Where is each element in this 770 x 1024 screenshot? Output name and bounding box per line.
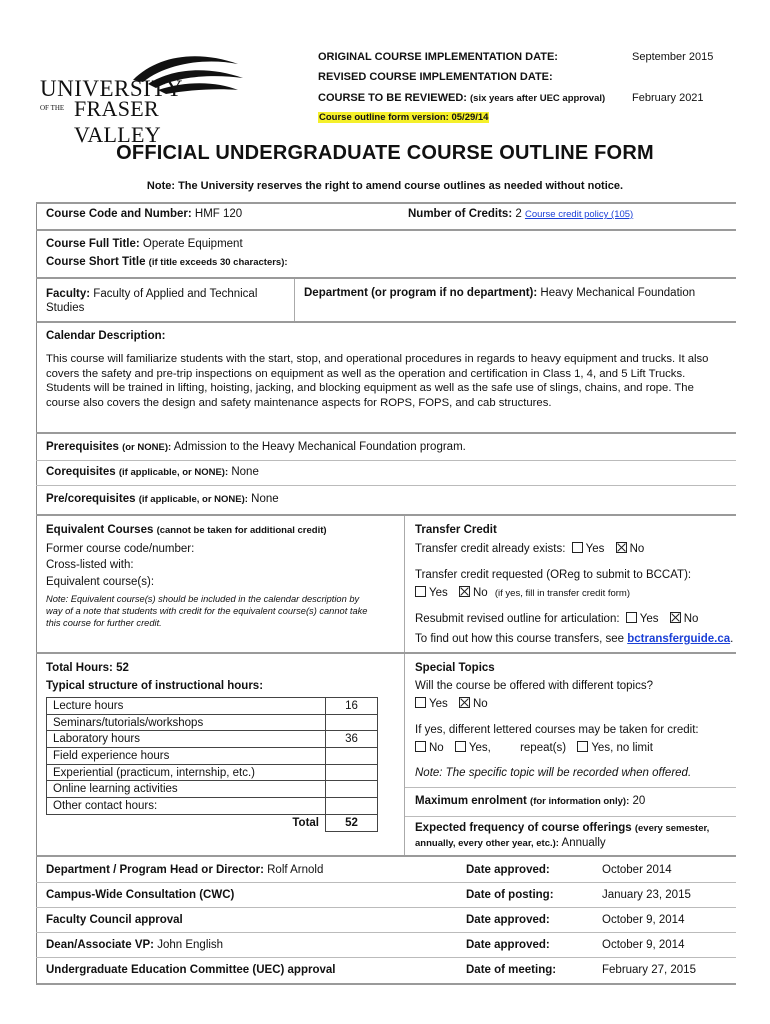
prereq-note: (or NONE): [122,442,172,453]
total-hours-field [46,662,129,674]
approval-value[interactable]: John English [157,939,224,951]
approval-row [36,883,736,908]
table-row [47,781,378,798]
review-date-note: (six years after UEC approval) [470,93,606,104]
full-title-field [46,238,243,250]
table-row [47,698,378,715]
rule [36,229,736,231]
original-date-value: September 2015 [632,51,714,63]
hours-name: Experiential (practicum, internship, etc.) [47,764,326,781]
hours-value[interactable]: 16 [326,698,378,715]
logo-line-university: UNIVERSITY [40,76,183,101]
rule [36,855,736,857]
precoreq-label: Pre/corequisites [46,493,136,505]
precoreq-note: (if applicable, or NONE): [138,494,248,505]
transfer-exists-label: Transfer credit already exists: [415,543,566,555]
approval-row [36,933,736,958]
precoreq-value[interactable]: None [251,493,279,505]
approval-date[interactable]: October 2014 [602,864,672,876]
approval-date[interactable]: January 23, 2015 [602,889,691,901]
period: . [730,633,734,645]
revised-date-label: REVISED COURSE IMPLEMENTATION DATE: [318,71,553,83]
calendar-line: This course will familiarize students with the start, stop, and operational procedures in regards to heavy equipment and trucks. It also [46,353,709,365]
transfer-exists-row [415,542,644,555]
hours-value[interactable]: 36 [326,731,378,748]
approval-label: Dean/Associate VP: [46,939,155,951]
review-date-line [318,92,605,104]
department-field [304,287,695,299]
approval-label-cell [46,914,183,926]
no-label: No [629,543,645,555]
rule [36,432,736,434]
frequency-field [415,821,709,851]
equivalent-note-line: Note: Equivalent course(s) should be included in the calendar description by [46,594,360,604]
full-title-label: Course Full Title: [46,238,140,250]
approval-date[interactable]: October 9, 2014 [602,939,685,951]
rule [36,983,736,985]
no-label: No [683,613,699,625]
rule [36,277,736,279]
equivalent-note-line: way of a note that students with credit for the equivalent course(s) cannot take [46,606,368,616]
no-label: No [429,742,444,754]
lettered-no-checkbox[interactable] [415,741,426,752]
amend-note: Note: The University reserves the right to amend course outlines as needed without notice. [146,180,624,192]
table-row [47,798,378,815]
rule [36,652,736,654]
short-title-field [46,256,288,268]
hours-value[interactable] [326,781,378,798]
rule [36,202,736,204]
approval-label-cell [46,964,335,976]
frequency-label: Expected frequency of course offerings [415,822,632,834]
equivalent-note-line: this course for further credit. [46,618,162,628]
approval-date[interactable]: February 27, 2015 [602,964,696,976]
divider [404,654,405,855]
approval-row [36,858,736,883]
credits-label: Number of Credits: [408,208,513,220]
repeats-label: repeat(s) [520,742,567,754]
approval-date-label: Date approved: [466,939,550,951]
approval-date-label: Date of posting: [466,889,554,901]
table-row [47,714,378,731]
faculty-value-2[interactable]: Studies [46,302,85,314]
equivalent-courses-field[interactable]: Equivalent course(s): [46,576,155,588]
lettered-courses-label: If yes, different lettered courses may be taken for credit: [415,724,699,736]
credit-policy-link[interactable]: Course credit policy (105) [524,209,634,220]
table-row [47,764,378,781]
equivalent-italic-note [46,593,367,629]
max-enrolment-field [415,795,645,807]
faculty-field [46,287,257,315]
full-title-value[interactable]: Operate Equipment [142,238,243,250]
approval-label: Campus-Wide Consultation (CWC) [46,889,235,901]
rule [36,514,736,516]
special-topics-question: Will the course be offered with different topics? [415,680,654,692]
transfer-requested-label: Transfer credit requested (OReg to submit to BCCAT): [415,569,692,581]
special-topics-row [412,697,488,710]
equivalent-note: (cannot be taken for additional credit) [156,525,327,536]
total-label: Total [47,814,326,831]
rule [405,787,736,788]
equivalent-label: Equivalent Courses [46,524,154,536]
approval-label: Faculty Council approval [46,914,183,926]
hours-value[interactable] [326,764,378,781]
calendar-line: course also covers the design and safety maintenance aspects for ROPS, FOPS, and cab structures. [46,396,552,409]
outline-version [318,111,489,123]
no-label: No [472,698,488,710]
corequisites-field [46,466,259,478]
faculty-value-1[interactable]: Faculty of Applied and Technical [93,288,258,300]
divider [294,279,295,321]
hours-value[interactable] [326,748,378,765]
total-hours-value[interactable]: 52 [116,662,129,674]
yes-no-limit-checkbox[interactable] [577,741,588,752]
divider [404,516,405,652]
university-logo [38,50,248,147]
calendar-line: covers the safety and pre-trip inspections on equipment as well as the operation and certification in Class 1, 4, and 5 Lift Trucks. [46,367,686,380]
approval-label: Department / Program Head or Director: [46,864,264,876]
approval-label-cell [46,889,234,901]
original-date-label: ORIGINAL COURSE IMPLEMENTATION DATE: [318,51,558,63]
typical-structure-label: Typical structure of instructional hours: [46,680,264,692]
approval-date-label: Date of meeting: [466,964,557,976]
department-label: Department (or program if no department): [304,287,538,299]
transfer-requested-no-checkbox[interactable] [459,586,470,597]
credits-value[interactable]: 2 [515,208,522,220]
hours-name: Lecture hours [47,698,326,715]
frequency-note-2: annually, every other year, etc.): [415,838,559,849]
bctransferguide-link[interactable]: bctransferguide.ca [627,633,731,645]
review-date-value: February 2021 [632,92,704,104]
transfer-guide-row [415,633,733,645]
faculty-label: Faculty: [46,288,91,300]
max-enrolment-note: (for information only): [530,796,630,807]
hours-value[interactable] [326,714,378,731]
yes-label: Yes [639,613,659,625]
prereq-value[interactable]: Admission to the Heavy Mechanical Foundation program. [173,441,466,453]
resubmit-label: Resubmit revised outline for articulation: [415,613,620,625]
total-hours-label: Total Hours: [46,662,113,674]
transfer-exists-yes-checkbox[interactable] [572,542,583,553]
former-code-field[interactable]: Former course code/number: [46,543,195,555]
approval-date-label: Date approved: [466,864,550,876]
rule [36,485,736,486]
hours-name: Laboratory hours [47,731,326,748]
no-label: No [472,587,488,599]
hours-name: Seminars/tutorials/workshops [47,714,326,731]
equivalent-header [46,524,327,536]
special-topics-label: Special Topics [415,662,495,674]
total-value[interactable]: 52 [326,814,378,831]
total-row [47,814,378,831]
resubmit-yes-checkbox[interactable] [626,612,637,623]
hours-table [46,697,378,832]
prerequisites-field [46,441,466,453]
lettered-yes-checkbox[interactable] [455,741,466,752]
special-topics-yes-checkbox[interactable] [415,697,426,708]
logo-of-the: OF THE [40,104,65,112]
calendar-description[interactable] [46,352,708,410]
outline-version-text: Course outline form version: 05/29/14 [319,112,489,123]
table-row [47,748,378,765]
resubmit-row [415,612,698,625]
calendar-line: Students will be trained in lifting, hoisting, jacking, and blocking equipment as well as the safe use of slings, chains, and rope. The [46,382,694,395]
coreq-label: Corequisites [46,466,116,478]
transfer-requested-note: (if yes, fill in transfer credit form) [494,588,631,599]
course-code-value[interactable]: HMF 120 [194,208,243,220]
rule [36,460,736,461]
hours-name: Online learning activities [47,781,326,798]
coreq-value[interactable]: None [231,466,259,478]
approval-date[interactable]: October 9, 2014 [602,914,685,926]
approval-row [36,958,736,983]
approval-label-cell [46,864,323,876]
yes-label: Yes [429,698,448,710]
yes-label: Yes [429,587,448,599]
frequency-value[interactable]: Annually [561,837,606,849]
transfer-requested-row [412,586,630,599]
yes-label: Yes [585,543,605,555]
approval-label-cell [46,939,223,951]
hours-value[interactable] [326,798,378,815]
course-code-field [46,208,242,220]
resubmit-no-checkbox[interactable] [670,612,681,623]
transfer-requested-yes-checkbox[interactable] [415,586,426,597]
approval-date-label: Date approved: [466,914,550,926]
coreq-note: (if applicable, or NONE): [118,467,229,478]
find-out-text: To find out how this course transfers, see [415,633,625,645]
approval-label: Undergraduate Education Committee (UEC) approval [46,964,336,976]
max-enrolment-value[interactable]: 20 [632,795,646,807]
rule [36,321,736,323]
form-title: OFFICIAL UNDERGRADUATE COURSE OUTLINE FORM [116,142,654,164]
special-topics-no-checkbox[interactable] [459,697,470,708]
transfer-exists-no-checkbox[interactable] [616,542,627,553]
precorequisites-field [46,493,279,505]
logo-line-fraser-valley: FRASER VALLEY [74,96,161,147]
rule [405,816,736,817]
frequency-note-1: (every semester, [634,823,710,834]
transfer-credit-label: Transfer Credit [415,524,497,536]
approval-value[interactable]: Rolf Arnold [267,864,324,876]
hours-name: Field experience hours [47,748,326,765]
short-title-label: Course Short Title [46,256,146,268]
cross-listed-field[interactable]: Cross-listed with: [46,559,134,571]
short-title-note: (if title exceeds 30 characters): [148,257,288,268]
review-date-label: COURSE TO BE REVIEWED: [318,92,467,104]
lettered-courses-row [412,741,653,754]
table-row [47,731,378,748]
course-code-label: Course Code and Number: [46,208,192,220]
approval-row [36,908,736,933]
prereq-label: Prerequisites [46,441,119,453]
max-enrolment-label: Maximum enrolment [415,795,527,807]
specific-topic-note: Note: The specific topic will be recorded when offered. [415,767,692,779]
yes-label: Yes, [468,742,491,754]
calendar-label: Calendar Description: [46,330,166,342]
yes-no-limit-label: Yes, no limit [591,742,653,754]
department-value[interactable]: Heavy Mechanical Foundation [540,287,696,299]
hours-name: Other contact hours: [47,798,326,815]
credits-field [408,208,633,220]
